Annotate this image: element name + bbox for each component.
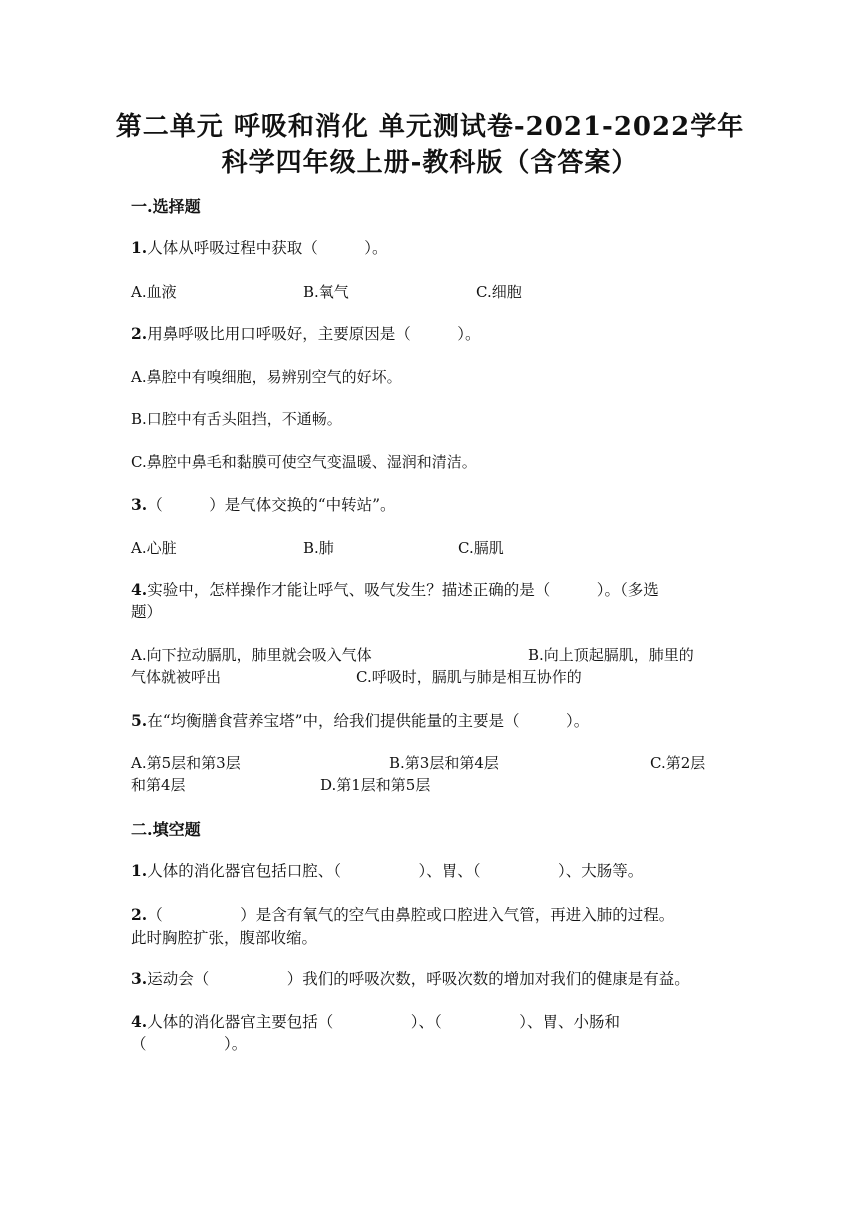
document-title-line-1: 第二单元 呼吸和消化 单元测试卷-2021-2022学年	[115, 112, 745, 142]
question-text: （ ）是气体交换的“中转站”。	[147, 496, 396, 514]
question-4-continuation: 题）	[131, 603, 163, 621]
question-text: 实验中，怎样操作才能让呼气、吸气发生？描述正确的是（ ）。（多选	[147, 581, 659, 599]
section-heading-fill-blank: 二.填空题	[131, 820, 201, 839]
q5-option-d: D.第1层和第5层	[320, 776, 431, 794]
question-number: 4.	[131, 1012, 148, 1031]
q4-option-a: A.向下拉动膈肌，肺里就会吸入气体	[131, 646, 372, 664]
q4-option-c: C.呼吸时，膈肌与肺是相互协作的	[356, 668, 582, 686]
q2-option-c: C.鼻腔中鼻毛和黏膜可使空气变温暖、湿润和清洁。	[131, 453, 477, 471]
question-number: 1.	[131, 238, 148, 257]
question-3	[131, 493, 396, 515]
question-2	[131, 322, 480, 344]
q4-option-b: B.向上顶起膈肌，肺里的	[528, 646, 694, 664]
q4-option-b-continuation: 气体就被呼出	[131, 668, 222, 686]
fill-question-3	[131, 967, 690, 989]
question-number: 2.	[131, 905, 148, 924]
q1-option-b: B.氧气	[303, 283, 349, 301]
question-text: 人体的消化器官主要包括（ ）、（ ）、胃、小肠和	[147, 1013, 620, 1031]
question-text: 运动会（ ）我们的呼吸次数，呼吸次数的增加对我们的健康是有益。	[147, 970, 690, 988]
q1-option-c: C.细胞	[476, 283, 522, 301]
question-number: 1.	[131, 861, 148, 880]
question-text: （ ）是含有氧气的空气由鼻腔或口腔进入气管，再进入肺的过程。	[147, 906, 675, 924]
fill-question-2	[131, 903, 674, 925]
q2-option-a: A.鼻腔中有嗅细胞，易辨别空气的好坏。	[131, 368, 402, 386]
q5-option-c-continuation: 和第4层	[131, 776, 186, 794]
question-text: 人体从呼吸过程中获取（ ）。	[147, 239, 388, 257]
question-5	[131, 709, 589, 731]
question-number: 2.	[131, 324, 148, 343]
question-number: 4.	[131, 580, 148, 599]
q2-option-b: B.口腔中有舌头阻挡，不通畅。	[131, 410, 342, 428]
question-text: 人体的消化器官包括口腔、（ ）、胃、（ ）、大肠等。	[147, 862, 644, 880]
question-text: 在“均衡膳食营养宝塔”中，给我们提供能量的主要是（ ）。	[147, 712, 590, 730]
fill-question-1	[131, 859, 643, 881]
q3-option-a: A.心脏	[131, 539, 177, 557]
question-number: 5.	[131, 711, 148, 730]
q3-option-c: C.膈肌	[458, 539, 504, 557]
q1-option-a: A.血液	[131, 283, 177, 301]
fill-question-4	[131, 1010, 620, 1032]
document-title-line-2: 科学四年级上册-教科版（含答案）	[221, 148, 639, 178]
fill-question-4-continuation: （ ）。	[131, 1035, 248, 1053]
question-number: 3.	[131, 495, 148, 514]
fill-question-2-continuation: 此时胸腔扩张，腹部收缩。	[131, 929, 318, 947]
q5-option-a: A.第5层和第3层	[131, 754, 241, 772]
question-number: 3.	[131, 969, 148, 988]
question-1	[131, 236, 387, 258]
question-text: 用鼻呼吸比用口呼吸好，主要原因是（ ）。	[147, 325, 481, 343]
q5-option-c: C.第2层	[650, 754, 706, 772]
q3-option-b: B.肺	[303, 539, 334, 557]
q5-option-b: B.第3层和第4层	[389, 754, 499, 772]
question-4	[131, 578, 659, 600]
section-heading-choice: 一.选择题	[131, 197, 201, 216]
